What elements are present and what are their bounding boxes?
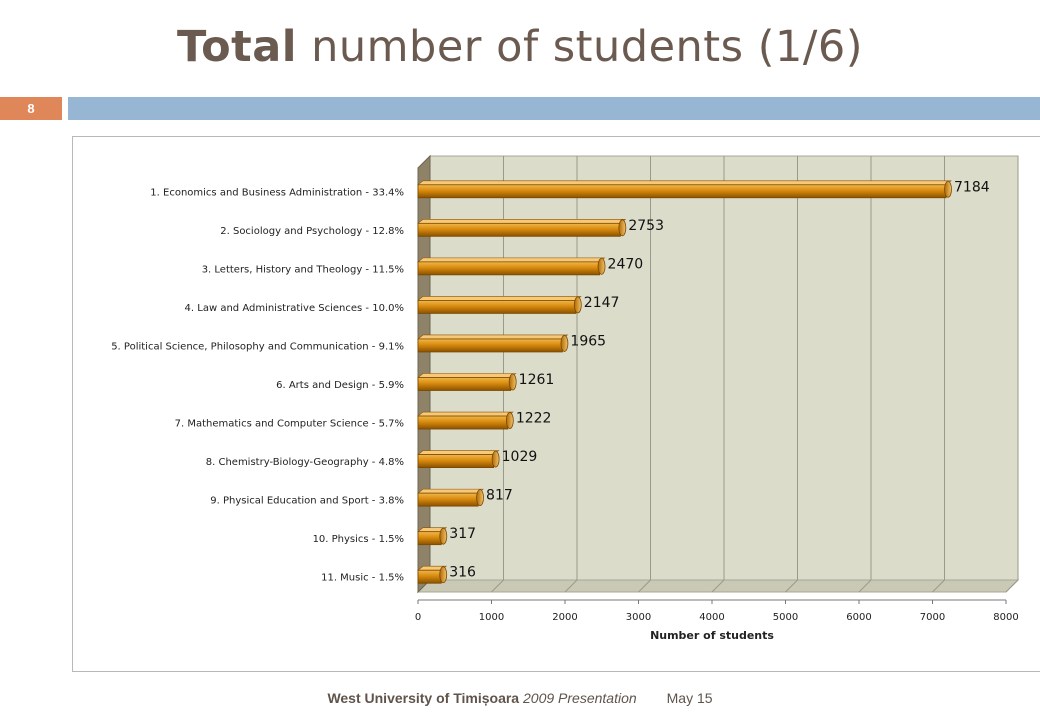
x-tick-label: 8000 bbox=[993, 612, 1019, 623]
bar-cap bbox=[440, 567, 447, 583]
bar-cap bbox=[477, 490, 484, 506]
x-tick-label: 6000 bbox=[846, 612, 872, 623]
bar-top bbox=[418, 412, 513, 416]
category-label: 1. Economics and Business Administration - 33.4% bbox=[150, 187, 404, 199]
bar-top bbox=[418, 335, 567, 339]
x-tick-label: 2000 bbox=[552, 612, 578, 623]
category-label: 11. Music - 1.5% bbox=[321, 572, 404, 584]
bar-top bbox=[418, 181, 951, 185]
category-label: 8. Chemistry-Biology-Geography - 4.8% bbox=[205, 457, 404, 469]
x-tick-label: 4000 bbox=[699, 612, 725, 623]
data-label: 2753 bbox=[628, 217, 664, 234]
data-label: 316 bbox=[449, 564, 476, 581]
bar-cap bbox=[440, 528, 447, 544]
category-label: 4. Law and Administrative Sciences - 10.0% bbox=[184, 302, 404, 314]
footer-presentation: 2009 Presentation bbox=[523, 690, 637, 706]
data-label: 2147 bbox=[583, 294, 620, 311]
bar bbox=[418, 185, 946, 198]
category-label: 10. Physics - 1.5% bbox=[312, 534, 404, 546]
data-label: 1965 bbox=[570, 333, 607, 350]
bar bbox=[418, 262, 600, 275]
bar-cap bbox=[509, 374, 516, 390]
bar-top bbox=[418, 219, 625, 223]
data-label: 317 bbox=[449, 526, 477, 543]
bar bbox=[418, 223, 620, 236]
bar bbox=[418, 300, 576, 313]
bar-cap bbox=[574, 297, 581, 313]
bar bbox=[418, 416, 508, 429]
bar-cap bbox=[945, 181, 952, 197]
bar-top bbox=[418, 489, 483, 493]
bar bbox=[418, 455, 494, 468]
data-label: 817 bbox=[486, 487, 513, 504]
category-label: 3. Letters, History and Theology - 11.5% bbox=[201, 264, 404, 276]
bar-top bbox=[418, 258, 605, 262]
page-number: 8 bbox=[0, 97, 62, 120]
bar-cap bbox=[506, 413, 513, 429]
category-label: 2. Sociology and Psychology - 12.8% bbox=[220, 225, 404, 237]
title-bold-part: Total bbox=[177, 22, 297, 72]
slide-footer bbox=[0, 690, 1040, 706]
title-rest-part: number of students (1/6) bbox=[297, 22, 863, 72]
bar bbox=[418, 378, 511, 391]
data-label: 1261 bbox=[518, 372, 555, 388]
bar bbox=[418, 339, 562, 352]
bar-top bbox=[418, 374, 516, 378]
bar-cap bbox=[619, 220, 626, 236]
bar-cap bbox=[492, 451, 499, 467]
x-tick-label: 3000 bbox=[625, 612, 652, 623]
bar-top bbox=[418, 451, 499, 455]
x-axis-title: Number of students bbox=[650, 629, 774, 642]
bar bbox=[418, 570, 441, 583]
data-label: 2470 bbox=[607, 256, 644, 273]
bar-cap bbox=[598, 258, 605, 274]
x-tick-label: 7000 bbox=[919, 612, 946, 623]
data-label: 7184 bbox=[954, 179, 990, 196]
category-label: 9. Physical Education and Sport - 3.8% bbox=[210, 495, 404, 507]
x-tick-label: 5000 bbox=[772, 612, 799, 623]
category-label: 5. Political Science, Philosophy and Communication - 9.1% bbox=[111, 341, 404, 353]
x-tick-label: 1000 bbox=[478, 612, 505, 623]
data-label: 1222 bbox=[515, 410, 552, 427]
bar bbox=[418, 532, 441, 545]
data-label: 1029 bbox=[501, 449, 538, 466]
footer-university: West University of Timișoara bbox=[327, 690, 520, 706]
x-tick-label: 0 bbox=[414, 612, 422, 623]
category-label: 7. Mathematics and Computer Science - 5.7% bbox=[174, 418, 404, 430]
bar-top bbox=[418, 296, 581, 300]
category-label: 6. Arts and Design - 5.9% bbox=[276, 380, 404, 391]
bar-cap bbox=[561, 335, 568, 351]
footer-date: May 15 bbox=[666, 690, 713, 706]
bar bbox=[418, 493, 478, 506]
